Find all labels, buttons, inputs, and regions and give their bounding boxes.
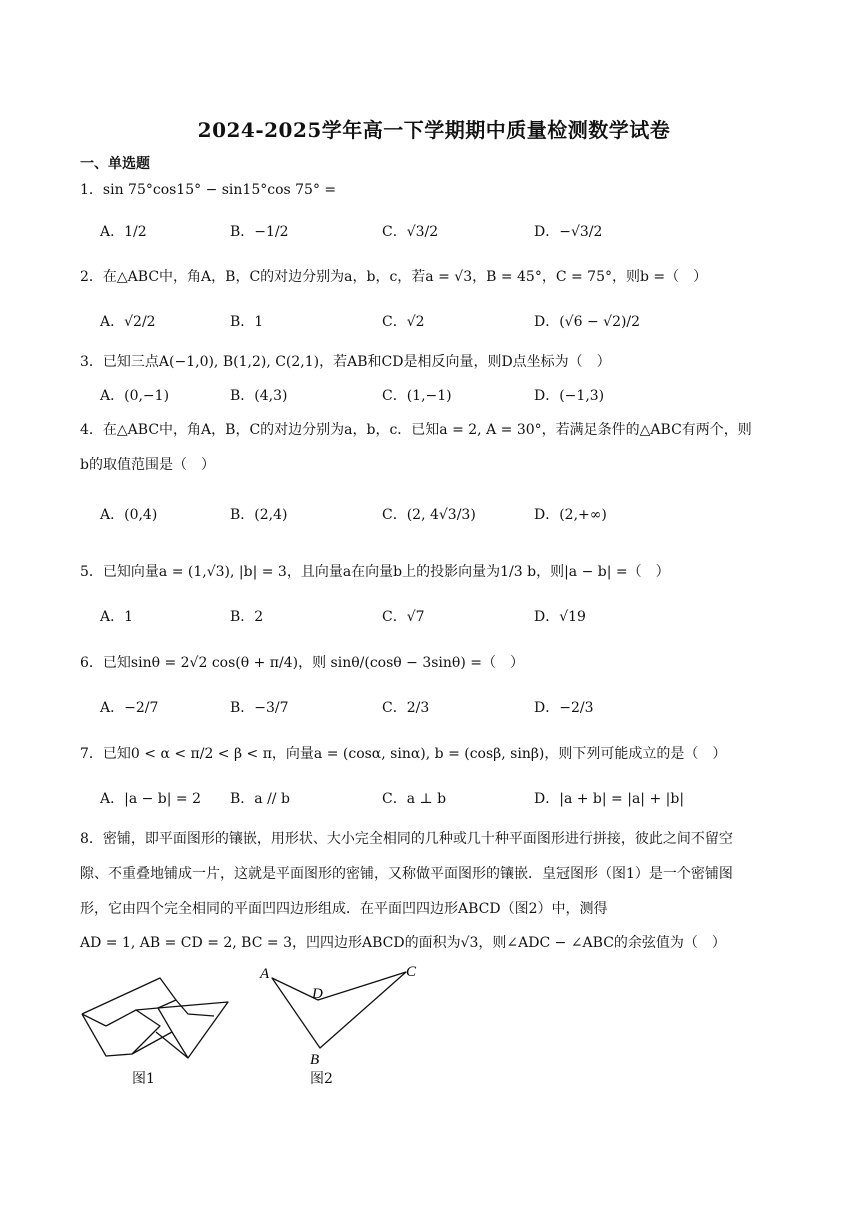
q3-option-b: B．(4,3) [230,388,288,404]
question-4-cont: b的取值范围是（ ） [80,457,215,473]
q2-option-d: D．(√6 − √2)/2 [534,314,641,330]
figure-2-quadrilateral [256,960,426,1070]
q3-option-d: D．(−1,3) [534,388,605,404]
figure-1-caption: 图1 [132,1071,155,1087]
crown-inner-3 [136,1008,158,1010]
q2-option-a: A．√2/2 [100,314,156,330]
crown-inner-1 [106,1010,160,1054]
q7-option-c: C．a ⊥ b [382,791,447,807]
label-b: B [310,1052,320,1068]
q5-option-a: A．1 [100,609,134,625]
quadrilateral-abcd [272,972,406,1048]
q5-option-b: B．2 [230,609,264,625]
label-c: C [406,964,417,980]
question-8-line-3: 形，它由四个完全相同的平面凹四边形组成．在平面凹四边形ABCD（图2）中，测得 [80,901,608,917]
q7-option-a: A．|a − b| = 2 [100,791,202,807]
question-6: 6．已知sinθ = 2√2 cos(θ + π/4)，则 sinθ/(cosθ − 3sinθ) =（ ） [80,655,525,671]
q7-option-b: B．a // b [230,791,290,807]
question-8-line-2: 隙、不重叠地铺成一片，这就是平面图形的密铺，又称做平面图形的镶嵌．皇冠图形（图1）是一个密铺图 [80,866,733,882]
crown-inner-5 [172,1032,188,1058]
q4-option-c: C．(2, 4√3/3) [382,507,476,523]
q5-option-d: D．√19 [534,609,586,625]
q1-option-d: D．−√3/2 [534,224,603,240]
q5-option-c: C．√7 [382,609,425,625]
question-5: 5．已知向量a = (1,√3), |b| = 3，且向量a在向量b上的投影向量为1/3 b，则|a − b| =（ ） [80,564,670,580]
q4-option-d: D．(2,+∞) [534,507,607,523]
figure-2-caption: 图2 [310,1071,333,1087]
crown-right [156,1002,228,1058]
question-3: 3．已知三点A(−1,0), B(1,2), C(2,1)，若AB和CD是相反向量，则D点坐标为（ ） [80,354,611,370]
crown-inner-4 [176,1000,214,1016]
question-8-line-1: 8．密铺，即平面图形的镶嵌，用形状、大小完全相同的几种或几十种平面图形进行拼接，彼此之间不留空 [80,831,733,847]
page-title: 2024-2025学年高一下学期期中质量检测数学试卷 [197,118,671,142]
q6-option-b: B．−3/7 [230,700,289,716]
q3-option-a: A．(0,−1) [100,388,170,404]
q1-option-b: B．−1/2 [230,224,289,240]
question-1: 1．sin 75°cos15° − sin15°cos 75° = [80,182,337,198]
q2-option-b: B．1 [230,314,264,330]
crown-outline [82,978,176,1056]
label-d: D [312,986,323,1002]
q4-option-b: B．(2,4) [230,507,288,523]
q2-option-c: C．√2 [382,314,425,330]
section-heading: 一、单选题 [80,156,150,172]
question-7: 7．已知0 < α < π/2 < β < π，向量a = (cosα, sinα), b = (cosβ, sinβ)，则下列可能成立的是（ ） [80,746,727,762]
q6-option-c: C．2/3 [382,700,430,716]
q3-option-c: C．(1,−1) [382,388,452,404]
label-a: A [260,966,270,982]
q4-option-a: A．(0,4) [100,507,158,523]
q1-option-a: A．1/2 [100,224,147,240]
q6-option-d: D．−2/3 [534,700,594,716]
q1-option-c: C．√3/2 [382,224,439,240]
q6-option-a: A．−2/7 [100,700,159,716]
question-8-line-4: AD = 1, AB = CD = 2, BC = 3，凹四边形ABCD的面积为√3，则∠ADC − ∠ABC的余弦值为（ ） [80,935,726,951]
question-2: 2．在△ABC中，角A，B，C的对边分别为a，b，c，若a = √3，B = 45°，C = 75°，则b =（ ） [80,269,708,285]
q7-option-d: D．|a + b| = |a| + |b| [534,791,685,807]
question-4: 4．在△ABC中，角A，B，C的对边分别为a，b，c．已知a = 2, A = 30°，若满足条件的△ABC有两个，则 [80,422,752,438]
figure-1-crown [76,970,236,1060]
